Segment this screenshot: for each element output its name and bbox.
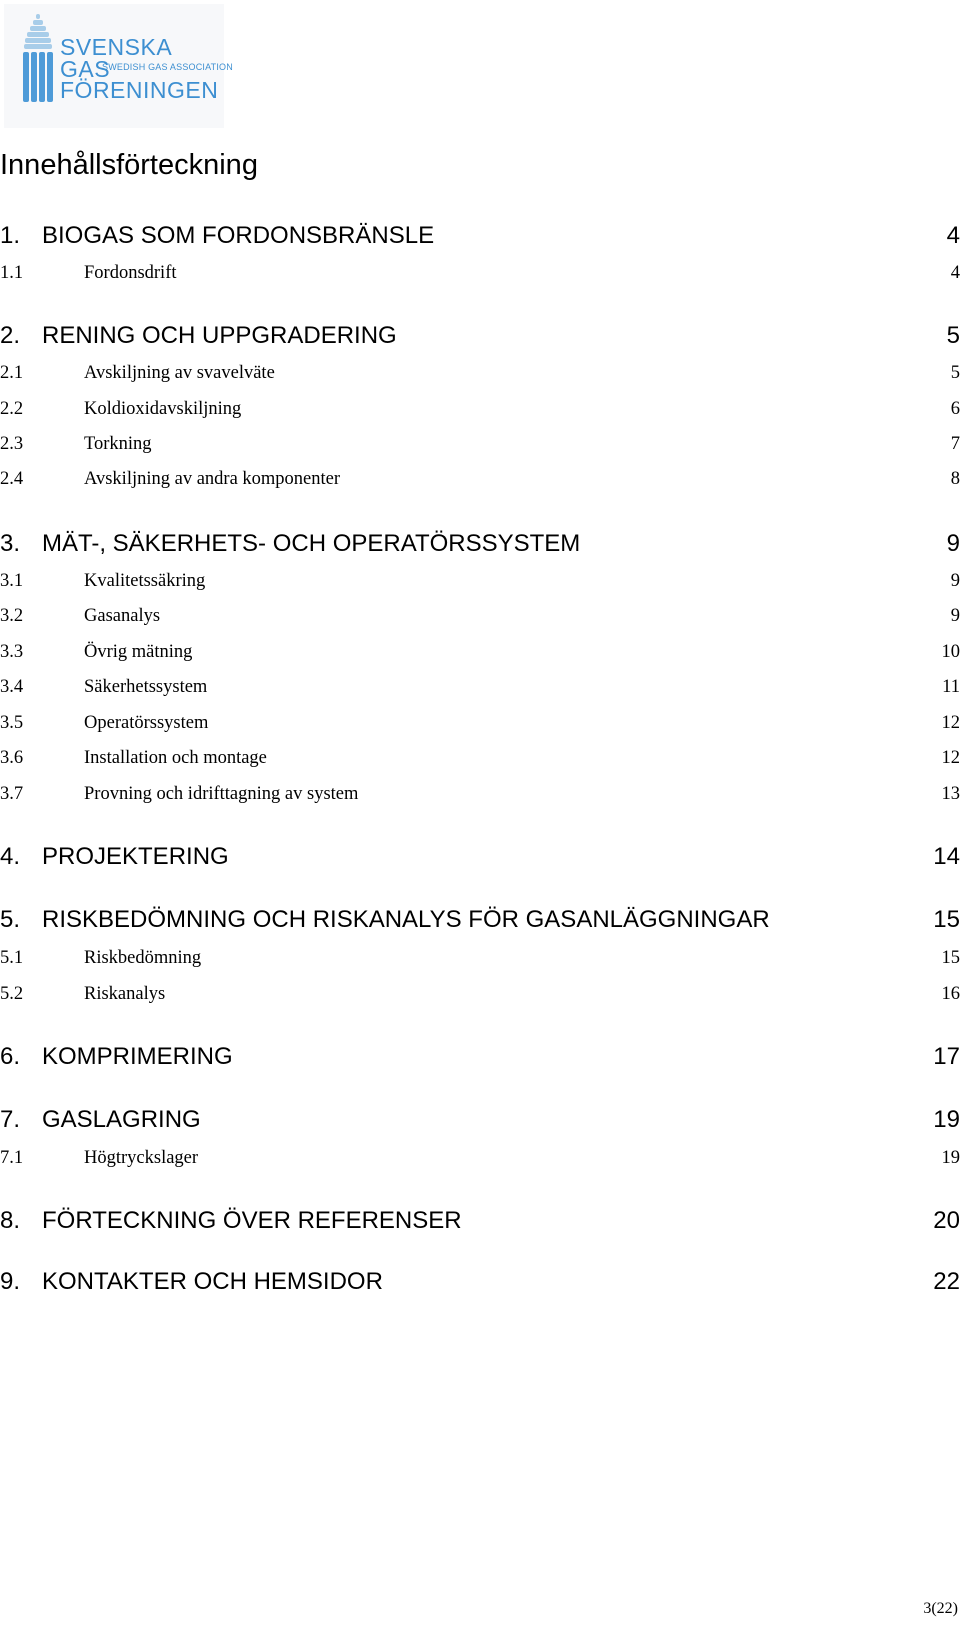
toc-entry-number: 7.1: [0, 1148, 24, 1168]
toc-entry-title: Fordonsdrift: [84, 263, 177, 283]
toc-entry-page: 12: [941, 748, 960, 768]
toc-entry-title: Högtryckslager: [84, 1148, 199, 1168]
toc-chapter-entry[interactable]: [0, 1207, 960, 1237]
toc-entry-number: 3.2: [0, 606, 24, 626]
toc-entry-page: 5: [946, 322, 960, 349]
toc-entry-number: 5.1: [0, 948, 24, 968]
toc-entry-page: 15: [933, 906, 960, 933]
toc-entry-title: Installation och montage: [84, 748, 267, 768]
toc-entry-page: 12: [941, 713, 960, 733]
toc-entry-page: 11: [942, 677, 960, 697]
logo-tagline: SWEDISH GAS ASSOCIATION: [102, 62, 233, 72]
toc-entry-title: KONTAKTER OCH HEMSIDOR: [42, 1268, 383, 1295]
toc-entry-number: 3.7: [0, 784, 24, 804]
toc-section-entry[interactable]: [0, 261, 960, 291]
toc-entry-number: 6.: [0, 1043, 21, 1070]
toc-entry-number: 3.: [0, 530, 21, 557]
toc-entry-number: 4.: [0, 843, 21, 870]
toc-entry-page: 4: [950, 263, 960, 283]
logo-wordmark-line: SVENSKA: [60, 34, 173, 60]
toc-entry-title: FÖRTECKNING ÖVER REFERENSER: [42, 1207, 462, 1234]
toc-entry-title: RENING OCH UPPGRADERING: [42, 322, 397, 349]
toc-entry-title: Gasanalys: [84, 606, 161, 626]
toc-entry-page: 9: [950, 606, 960, 626]
toc-entry-number: 3.6: [0, 748, 24, 768]
toc-section-entry[interactable]: [0, 569, 960, 599]
toc-chapter-entry[interactable]: [0, 1043, 960, 1073]
toc-entry-page: 19: [933, 1106, 960, 1133]
toc-section-entry[interactable]: [0, 432, 960, 462]
page-number: 3(22): [923, 1600, 958, 1617]
toc-section-entry[interactable]: [0, 746, 960, 776]
toc-entry-page: 6: [950, 399, 960, 419]
toc-section-entry[interactable]: [0, 604, 960, 634]
toc-section-entry[interactable]: [0, 397, 960, 427]
toc-entry-number: 2.1: [0, 363, 24, 383]
toc-section-entry[interactable]: [0, 782, 960, 812]
toc-entry-number: 9.: [0, 1268, 21, 1295]
toc-entry-page: 20: [933, 1207, 960, 1234]
toc-chapter-entry[interactable]: [0, 322, 960, 352]
toc-entry-number: 3.3: [0, 642, 24, 662]
toc-section-entry[interactable]: [0, 946, 960, 976]
toc-entry-page: 19: [941, 1148, 960, 1168]
toc-entry-page: 8: [950, 469, 960, 489]
toc-entry-page: 17: [933, 1043, 960, 1070]
toc-section-entry[interactable]: [0, 982, 960, 1012]
toc-section-entry[interactable]: [0, 361, 960, 391]
toc-entry-title: MÄT-, SÄKERHETS- OCH OPERATÖRSSYSTEM: [42, 530, 581, 557]
toc-heading: Innehållsförteckning: [0, 149, 258, 181]
toc-entry-page: 15: [941, 948, 960, 968]
toc-entry-number: 3.1: [0, 571, 24, 591]
toc-entry-title: Riskanalys: [84, 984, 166, 1004]
toc-section-entry[interactable]: [0, 711, 960, 741]
toc-section-entry[interactable]: [0, 640, 960, 670]
toc-entry-title: KOMPRIMERING: [42, 1043, 233, 1070]
toc-entry-title: Avskiljning av andra komponenter: [84, 469, 341, 489]
toc-entry-title: Provning och idrifttagning av system: [84, 784, 359, 804]
toc-section-entry[interactable]: [0, 1146, 960, 1176]
toc-section-entry[interactable]: [0, 675, 960, 705]
toc-section-entry[interactable]: [0, 467, 960, 497]
toc-entry-title: Riskbedömning: [84, 948, 202, 968]
toc-entry-title: PROJEKTERING: [42, 843, 229, 870]
svenska-gasforeningen-logo: [4, 4, 233, 128]
toc-entry-page: 4: [946, 222, 960, 249]
logo-wordmark-line: FÖRENINGEN: [60, 77, 219, 103]
toc-entry-title: Operatörssystem: [84, 713, 209, 733]
toc-entry-title: BIOGAS SOM FORDONSBRÄNSLE: [42, 222, 435, 249]
toc-entry-title: Säkerhetssystem: [84, 677, 208, 697]
toc-entry-page: 14: [933, 843, 960, 870]
logo-wordmark-line: GAS: [60, 56, 111, 82]
toc-entry-title: GASLAGRING: [42, 1106, 201, 1133]
toc-entry-number: 2.4: [0, 469, 24, 489]
toc-chapter-entry[interactable]: [0, 906, 960, 936]
toc-chapter-entry[interactable]: [0, 1268, 960, 1298]
toc-entry-title: Kvalitetssäkring: [84, 571, 206, 591]
toc-entry-page: 22: [933, 1268, 960, 1295]
toc-entry-title: RISKBEDÖMNING OCH RISKANALYS FÖR GASANLÄGGNINGAR: [42, 906, 770, 933]
toc-entry-page: 16: [941, 984, 960, 1004]
toc-entry-number: 1.: [0, 222, 21, 249]
toc-entry-page: 9: [946, 530, 960, 557]
toc-entry-page: 13: [941, 784, 960, 804]
toc-entry-page: 5: [950, 363, 960, 383]
toc-entry-number: 3.5: [0, 713, 24, 733]
toc-entry-number: 5.: [0, 906, 21, 933]
toc-entry-number: 3.4: [0, 677, 24, 697]
toc-entry-number: 2.2: [0, 399, 24, 419]
toc-chapter-entry[interactable]: [0, 1106, 960, 1136]
toc-chapter-entry[interactable]: [0, 222, 960, 252]
toc-chapter-entry[interactable]: [0, 530, 960, 560]
toc-entry-number: 8.: [0, 1207, 21, 1234]
toc-entry-number: 2.: [0, 322, 21, 349]
toc-entry-title: Torkning: [84, 434, 152, 454]
toc-entry-title: Övrig mätning: [84, 642, 193, 662]
toc-entry-number: 5.2: [0, 984, 24, 1004]
toc-entry-page: 7: [950, 434, 960, 454]
toc-entry-page: 10: [941, 642, 960, 662]
toc-entry-number: 1.1: [0, 263, 24, 283]
toc-entry-number: 2.3: [0, 434, 24, 454]
toc-entry-title: Avskiljning av svavelväte: [84, 363, 275, 383]
toc-entry-title: Koldioxidavskiljning: [84, 399, 242, 419]
toc-entry-page: 9: [950, 571, 960, 591]
gas-flame-icon: [16, 10, 60, 106]
toc-chapter-entry[interactable]: [0, 843, 960, 873]
toc-entry-number: 7.: [0, 1106, 21, 1133]
